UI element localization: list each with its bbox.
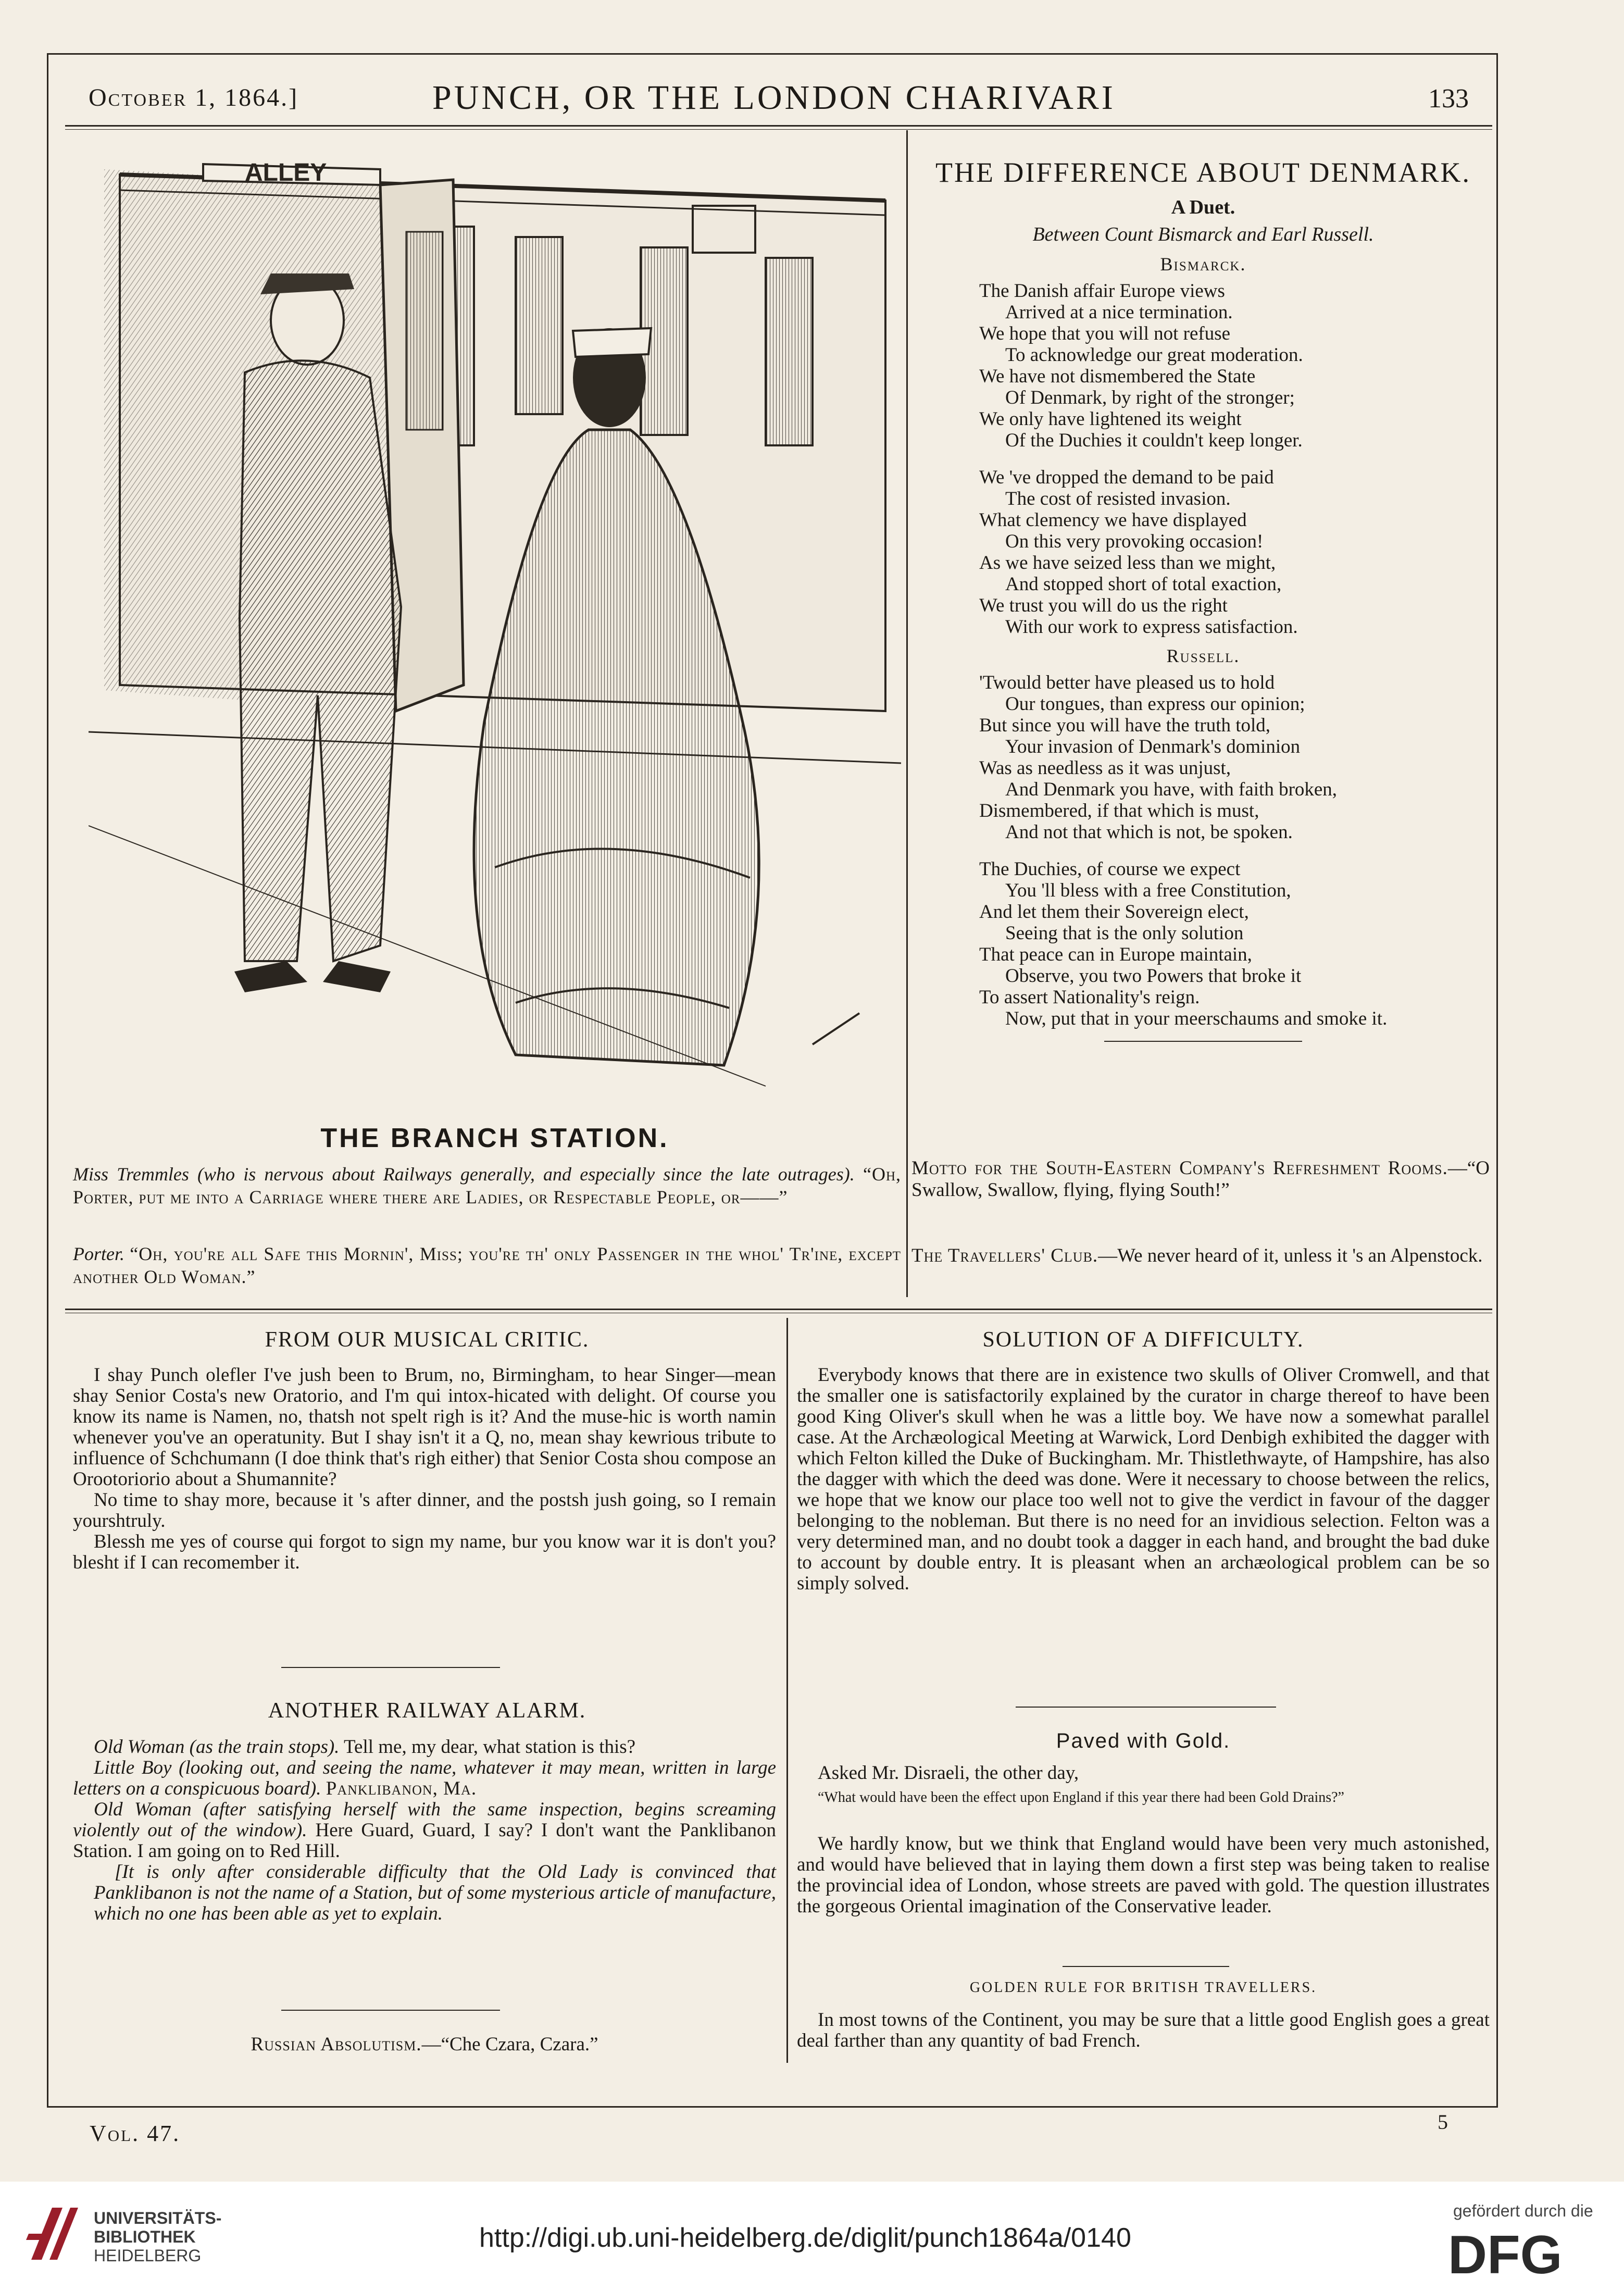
travellers-lead: The Travellers' Club. [911,1245,1098,1266]
poem-line: The Danish affair Europe views [979,280,1225,302]
p3-italic: Old Woman (after satisfying herself with the same inspection, begins screaming violently out of the window). [73,1799,776,1841]
section-divider [1016,1707,1276,1708]
header-date: October 1, 1864.] [89,84,299,111]
poem-line: And let them their Sovereign elect, [979,901,1249,923]
poem-divider [1104,1041,1302,1042]
cartoon-illustration [89,148,901,1117]
footer-volume: Vol. 47. [90,2121,181,2146]
poem-line: And Denmark you have, with faith broken, [1005,779,1338,800]
poem-line: Of Denmark, by right of the stronger; [1005,387,1295,408]
poem-line: And not that which is not, be spoken. [1005,821,1293,843]
header-page-number: 133 [1428,84,1469,114]
poem-between: Between Count Bismarck and Earl Russell. [1032,223,1374,245]
poem-line: Now, put that in your meerschaums and smoke it. [1005,1008,1388,1029]
header-rule-thin [65,129,1492,130]
poem-line: Our tongues, than express our opinion; [1005,693,1305,715]
paragraph [73,1799,776,1862]
paved-line [797,1763,1490,1784]
poem-section [911,156,1495,1042]
poem-title: THE DIFFERENCE ABOUT DENMARK. [935,157,1471,188]
sponsor-text: gefördert durch die [1453,2201,1593,2220]
university-logo-icon [26,2202,83,2265]
travellers-squib [911,1245,1490,1267]
railway-alarm-heading: ANOTHER RAILWAY ALARM. [268,1699,586,1723]
poem-line: To acknowledge our great moderation. [1005,344,1303,366]
paved-body [797,1834,1490,1917]
p2-text: Panklibanon, Ma. [326,1778,477,1799]
caption-2-text: “Oh, you're all Safe this Mornin', Miss; you're th' only Passenger in the whol' Tr'ine, except another Old Woman.” [73,1243,901,1287]
motto-lead: Motto for the South-Eastern Company's Refreshment Rooms. [911,1157,1448,1179]
university-name-line: HEIDELBERG [94,2246,202,2265]
poem-line: Was as needless as it was unjust, [979,757,1231,779]
poem-line: Of the Duchies it couldn't keep longer. [1005,430,1303,451]
musical-critic-body [73,1365,776,1573]
section-divider [1063,1966,1229,1967]
poem-line: 'Twould better have pleased us to hold [979,672,1275,693]
russian-lead: Russian Absolutism. [251,2034,422,2055]
solution-body [797,1365,1490,1594]
cartoon-caption-2 [73,1242,901,1288]
source-url-link[interactable]: http://digi.ub.uni-heidelberg.de/diglit/punch1864a/0140 [479,2223,1131,2253]
poem-line: What clemency we have displayed [979,509,1247,531]
poem-line: Observe, you two Powers that broke it [1005,965,1302,987]
poem-line: We hope that you will not refuse [979,323,1231,344]
poem-line: The Duchies, of course we expect [979,858,1241,880]
paved-heading: Paved with Gold. [1056,1729,1231,1752]
p3-text: Here Guard, Guard, I say? I don't want the Panklibanon Station. I am going on to Red Hill. [73,1820,776,1862]
poem-line: We only have lightened its weight [979,408,1242,430]
paragraph: In most towns of the Continent, you may be sure that a little good English goes a great deal farther than any quantity of bad French. [797,2009,1490,2051]
motto-squib [911,1157,1490,1201]
poem-stanza-4 [911,858,1495,1029]
dfg-logo-text: DFG [1448,2227,1563,2280]
upper-column-rule [906,130,908,1297]
university-name [94,2209,221,2265]
railway-alarm-note: [It is only after considerable difficulty that the Old Lady is convinced that Panklibanon is not the name of a Station, but of some mysterious article of manufacture, which no one has been able as yet to explain. [94,1861,776,1924]
caption-1-text: “Oh, Porter, put me into a Carriage where there are Ladies, or Respectable People, or——” [73,1164,902,1207]
footer-signature: 5 [1438,2110,1448,2134]
paved-quote: “What would have been the effect upon England if this year there had been Gold Drains?” [818,1789,1344,1806]
p1-italic: Old Woman (as the train stops). [94,1736,340,1758]
travellers-text: —We never heard of it, unless it 's an Alpenstock. [1098,1245,1483,1266]
paragraph [73,1737,776,1758]
lower-column-rule [786,1318,788,2063]
paragraph: Asked Mr. Disraeli, the other day, [818,1762,1079,1784]
poem-line: On this very provoking occasion! [1005,531,1264,552]
poem-line: We have not dismembered the State [979,366,1256,387]
golden-rule-heading: GOLDEN RULE FOR BRITISH TRAVELLERS. [969,1979,1317,1996]
paragraph: Blessh me yes of course qui forgot to sign my name, bur you know war it is don't you? blesht if I can recomember it. [73,1531,776,1573]
poem-line: We 've dropped the demand to be paid [979,467,1274,488]
poem-line: As we have seized less than we might, [979,552,1276,574]
poem-line: But since you will have the truth told, [979,715,1271,736]
poem-line: That peace can in Europe maintain, [979,944,1252,965]
russian-squib [73,2034,776,2055]
dfg-logo-icon [1448,2227,1604,2280]
poem-line: Seeing that is the only solution [1005,923,1244,944]
poem-line: Your invasion of Denmark's dominion [1005,736,1301,757]
p2-italic: Little Boy (looking out, and seeing the name, whatever it may mean, written in large letters on a conspicuous board). [73,1757,776,1799]
musical-critic-heading: FROM OUR MUSICAL CRITIC. [265,1328,590,1352]
digitization-banner [0,2182,1624,2291]
caption-1-italic: Miss Tremmles (who is nervous about Railways generally, and especially since the late outrages). [73,1164,855,1185]
paragraph: No time to shay more, because it 's after dinner, and the postsh jush going, so I remain yourshtruly. [73,1489,776,1532]
page-header [89,78,1484,120]
golden-rule-body [797,2010,1490,2051]
motto-text: —“O Swallow, Swallow, flying, flying South!” [911,1157,1490,1201]
header-rule [65,125,1492,127]
paragraph [73,1758,776,1799]
poem-line: To assert Nationality's reign. [979,987,1200,1008]
poem-stanza-3 [911,672,1495,843]
cartoon-caption-1 [73,1163,901,1209]
poem-line: With our work to express satisfaction. [1005,616,1298,638]
university-name-line: UNIVERSITÄTS- [94,2209,222,2227]
poem-line: Dismembered, if that which is must, [979,800,1259,821]
mid-rule [65,1309,1492,1310]
p1-text: Tell me, my dear, what station is this? [344,1736,636,1758]
solution-heading: SOLUTION OF A DIFFICULTY. [982,1328,1304,1352]
poem-stanza-2 [911,467,1495,638]
poem-line: And stopped short of total exaction, [1005,574,1282,595]
section-divider [281,1667,500,1668]
paragraph: I shay Punch olefler I've jush been to Brum, no, Birmingham, to hear Singer—mean shay Senior Costa's new Oratorio, and I'm qui intox-hicated with delight. Of course you know its name is Namen, no, thatsh not spelt righ is it? And the muse-hic is worth namin whenever you've an operatunity. But I shay isn't it a Q, no, mean shay kewrious tribute to influence of Schchumann (I doe think that's righ either) that Senior Costa shou compose an Orootoriorio about a Shumannite? [73,1364,776,1490]
poem-line: You 'll bless with a free Constitution, [1005,880,1291,901]
poem-line: Arrived at a nice termination. [1005,302,1233,323]
caption-2-italic: Porter. [73,1243,124,1264]
university-name-line: BIBLIOTHEK [94,2227,196,2246]
cartoon-title: THE BRANCH STATION. [320,1123,669,1153]
header-title: PUNCH, OR THE LONDON CHARIVARI [432,79,1116,117]
poem-stanza-1 [911,280,1495,451]
russian-text: —“Che Czara, Czara.” [421,2034,598,2055]
section-divider [281,2010,500,2011]
carriage-sign-text: ALLEY [245,159,327,186]
railway-alarm-body [73,1737,776,1924]
poem-line: We trust you will do us the right [979,595,1228,616]
poem-speaker-russell: Russell. [1166,645,1240,666]
poem-subtitle: A Duet. [1171,196,1235,218]
poem-speaker-bismarck: Bismarck. [1160,254,1246,275]
poem-line: The cost of resisted invasion. [1005,488,1231,509]
paragraph: Everybody knows that there are in existence two skulls of Oliver Cromwell, and that the smaller one is satisfactorily explained by the curator in charge thereof to have been good King Oliver's skull when he was a little boy. We have now a somewhat parallel case. At the Archæological Meeting at Warwick, Lord Denbigh exhibited the dagger with which Felton killed the Duke of Buckingham. Mr. Thistlethwayte, of Hampshire, has also the dagger with which the deed was done. Were it necessary to choose between the relics, we hope that we know our place too well not to give the verdict in favour of the dagger belonging to the nobleman. But there is no need for an invidious selection. Felton was a very determined man, and no doubt took a dagger in each hand, and brought the bad duke to account by double entry. It is pleasant when an archæological problem can be so simply solved. [797,1364,1490,1594]
paragraph: We hardly know, but we think that England would have been very much astonished, and would have believed that in laying them down a first step was being taken to realise the provincial idea of London, whose streets are paved with gold. The question illustrates the gorgeous Oriental imagination of the Conservative leader. [797,1833,1490,1917]
